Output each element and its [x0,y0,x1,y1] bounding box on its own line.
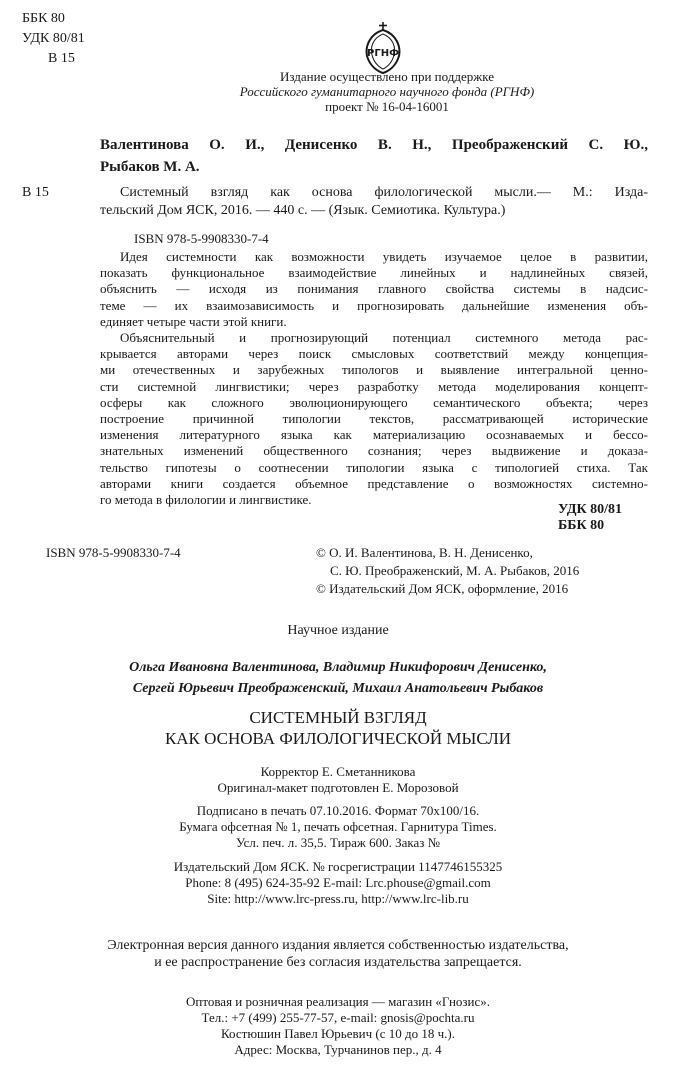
udk-code-top: УДК 80/81 [22,31,85,46]
logo-lettering: РГНФ [367,48,399,59]
abstract-line: Объяснительный и прогнозирующий потенциал системного метода рас- [120,330,648,345]
abstract-line: сти системной лингвистики; через разработку метода моделирования концепт- [100,378,648,394]
book-title-line-1: СИСТЕМНЫЙ ВЗГЛЯД [249,708,427,727]
abstract-line: показать функциональное взаимодействие линейных и надлинейных связей, [100,265,648,281]
full-authors-line-1: Ольга Ивановна Валентинова, Владимир Никифорович Денисенко, [129,660,547,675]
abstract-line: тельство гипотезы о соотнесении типологии языка с типологией стиха. Так [100,459,648,475]
support-line-2: Российского гуманитарного научного фонда (РГНФ) [239,84,535,99]
sales-line-2: Тел.: +7 (499) 255-77-57, e-mail: gnosis@pochta.ru [201,1010,475,1025]
abstract-line: теме — их взаимозависимость и прогнозировать дальнейшие изменения объ- [100,297,648,313]
publisher-info: Издательский Дом ЯСК. № госрегистрации 1147746155325 [173,859,503,874]
sales-line-4: Адрес: Москва, Турчанинов пер., д. 4 [234,1042,442,1057]
authors-line-1: Валентинова О. И., Денисенко В. Н., Преображенский С. Ю., [100,137,648,153]
abstract-line: го метода в филологии и лингвистике. [100,491,312,507]
abstract-line: авторами книги создается объемное представление о возможностях системно- [100,475,648,491]
publisher-sites: Site: http://www.lrc-press.ru, http://www.lrc-lib.ru [207,891,469,906]
abstract-paragraph-2 [100,330,648,508]
edition-type: Научное издание [287,623,389,638]
bbk-code-right: ББК 80 [558,518,605,533]
sales-line-1: Оптовая и розничная реализация — магазин «Гнозис». [185,994,491,1009]
abstract-line: единяет четыре части этой книги. [100,313,287,329]
copyright-line-3: © Издательский Дом ЯСК, оформление, 2016 [316,581,569,596]
abstract-line: Идея системности как возможности увидеть изучаемое целое в развитии, [120,249,648,264]
abstract-line: объяснить — исходя из понимания главного свойства системы в надсис- [100,281,648,297]
abstract-line: осферы как сложного эволюционирующего семантического объекта; через [100,394,648,410]
bbk-code-top: ББК 80 [22,11,65,26]
abstract-line: ми отечественных и зарубежных типологов и выявление интегральной ценно- [100,362,648,378]
book-title-line-2: КАК ОСНОВА ФИЛОЛОГИЧЕСКОЙ МЫСЛИ [164,729,512,748]
electronic-notice-line-1: Электронная версия данного издания является собственностью издательства, [107,938,569,953]
sheets-info: Усл. печ. л. 35,5. Тираж 600. Заказ № [235,835,441,850]
abstract-line: крывается авторами через поиск смысловых соответствий между концепция- [100,346,648,362]
abstract-line: построение причинной типологии текстов, рассматривающей исторические [100,410,648,426]
paper-info: Бумага офсетная № 1, печать офсетная. Гарнитура Times. [179,819,497,834]
electronic-notice-line-2: и ее распространение без согласия издательства запрещается. [154,955,522,970]
signed-to-print: Подписано в печать 07.10.2016. Формат 70х100/16. [196,803,480,818]
entry-code: В 15 [22,185,49,200]
layout-credit: Оригинал-макет подготовлен Е. Морозовой [217,780,459,795]
abstract-paragraph-1 [100,249,648,330]
abstract-line: изменения литературного языка как материализацию осознаваемых и бессо- [100,427,648,443]
support-line-3: проект № 16-04-16001 [325,99,449,114]
corrector: Корректор Е. Сметанникова [260,764,416,779]
author-code-top: В 15 [48,51,75,66]
abstract-line: знательных изменений общественного сознания; через выдвижение и доказа- [100,443,648,459]
publisher-contacts: Phone: 8 (495) 624-35-92 E-mail: Lrc.phouse@gmail.com [185,875,491,890]
entry-isbn: ISBN 978-5-9908330-7-4 [134,231,269,246]
entry-line-2: тельский Дом ЯСК, 2016. — 440 с. — (Язык. Семиотика. Культура.) [100,203,506,218]
sales-line-3: Костюшин Павел Юрьевич (с 10 до 18 ч.). [221,1026,455,1041]
copyright-line-2: С. Ю. Преображенский, М. А. Рыбаков, 2016 [330,563,580,578]
entry-line-1: Системный взгляд как основа филологической мысли.— М.: Изда- [120,185,648,200]
authors-line-2: Рыбаков М. А. [100,159,200,175]
full-authors-line-2: Сергей Юрьевич Преображенский, Михаил Анатольевич Рыбаков [132,681,544,696]
support-line-1: Издание осуществлено при поддержке [279,69,494,84]
rgnf-logo-icon [363,22,403,74]
isbn-bottom: ISBN 978-5-9908330-7-4 [46,545,181,560]
copyright-line-1: © О. И. Валентинова, В. Н. Денисенко, [316,545,533,560]
udk-code-right: УДК 80/81 [558,502,623,517]
